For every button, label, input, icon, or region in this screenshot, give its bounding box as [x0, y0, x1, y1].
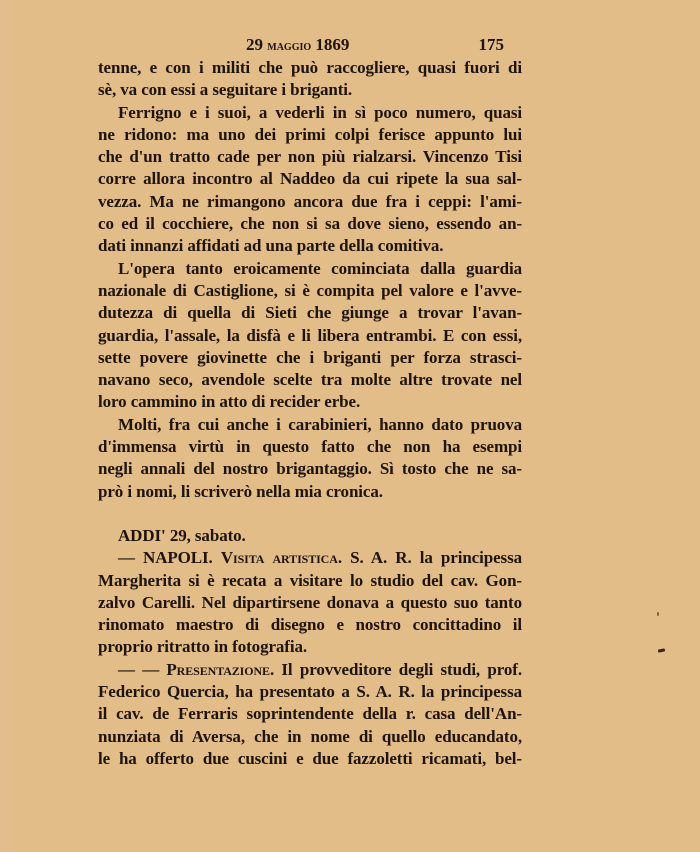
book-page	[98, 33, 522, 770]
scan-speck	[657, 612, 659, 616]
text-line	[98, 547, 522, 569]
text-line: loro cammino in atto di recider erbe.	[98, 392, 361, 412]
text-line: dutezza di quella di Sieti che giunge a trovar l'avan-	[98, 303, 522, 323]
text-line: rinomato maestro di disegno e nostro concittadino il	[98, 615, 522, 635]
text-line: zalvo Carelli. Nel dipartirsene donava a questo suo tanto	[98, 592, 522, 612]
header-date-year: 1869	[315, 35, 350, 54]
text-line	[98, 659, 522, 681]
text-line: ne ridono: ma uno dei primi colpi ferisce appunto lui	[98, 124, 522, 144]
paragraph	[98, 414, 522, 503]
text-line: il cav. de Ferraris soprintendente della r. casa dell'An-	[98, 704, 522, 724]
text-line: sette povere giovinette che i briganti per forza strasci-	[98, 347, 522, 367]
text-line: d'immensa virtù in questo fatto che non ha esempi	[98, 437, 522, 457]
text-line: prò i nomi, li scriverò nella mia cronica.	[98, 481, 383, 501]
page-left-edge	[0, 0, 14, 852]
text-line: Margherita si è recata a visitare lo studio del cav. Gon-	[98, 570, 522, 590]
text-line: dati innanzi affidati ad una parte della comitiva.	[98, 236, 444, 256]
paragraph	[98, 102, 522, 258]
text-line: nazionale di Castiglione, si è compita pel valore e l'avve-	[98, 280, 522, 300]
text-line: navano seco, avendole scelte tra molte altre trovate nel	[98, 370, 522, 390]
header-date	[246, 33, 349, 59]
section-gap	[98, 503, 522, 525]
text-line: nunziata di Aversa, che in nome di quello educandato,	[98, 726, 522, 746]
text-line: le ha offerto due cuscini e due fazzoletti ricamati, bel-	[98, 748, 522, 768]
item-title: Presentazione.	[166, 659, 275, 679]
text-line: Federico Quercia, ha presentato a S. A. R. la principessa	[98, 682, 522, 702]
scan-speck	[658, 648, 665, 652]
item-first-line-rest: S. A. R. la principessa	[341, 548, 522, 568]
text-line: guardia, l'assale, la disfà e li libera entrambi. E con essi,	[98, 325, 522, 345]
running-header	[98, 33, 522, 57]
page-number: 175	[478, 35, 504, 54]
paragraph	[98, 57, 522, 102]
header-date-day: 29	[246, 35, 263, 54]
text-line: negli annali del nostro brigantaggio. Sì tosto che ne sa-	[98, 459, 522, 479]
text-line: che d'un tratto cade per non più rialzarsi. Vincenzo Tisi	[98, 147, 522, 167]
text-line: sè, va con essi a seguitare i briganti.	[98, 80, 353, 100]
news-item-presentazione	[98, 659, 522, 770]
text-line: co ed il cocchiere, che non si sa dove sieno, essendo an-	[98, 214, 522, 234]
item-prefix: — —	[118, 659, 167, 679]
item-title: Visita artistica.	[220, 548, 342, 568]
item-first-line-rest: Il provveditore degli studi, prof.	[274, 659, 522, 679]
header-date-month: maggio	[267, 39, 312, 54]
diary-entry	[98, 525, 522, 770]
text-line: corre allora incontro al Naddeo da cui ripete la sua sal-	[98, 169, 522, 189]
item-prefix: — NAPOLI.	[118, 548, 221, 568]
text-line: L'opera tanto eroicamente cominciata dalla guardia	[118, 258, 522, 278]
entry-heading: ADDI' 29, sabato.	[118, 525, 246, 545]
paragraph	[98, 258, 522, 414]
news-item-visita-artistica	[98, 547, 522, 658]
text-line: proprio ritratto in fotografia.	[98, 637, 308, 657]
text-line: tenne, e con i militi che può raccogliere, quasi fuori di	[98, 58, 522, 77]
text-line: Molti, fra cui anche i carabinieri, hanno dato pruova	[118, 414, 522, 434]
text-line: Ferrigno e i suoi, a vederli in sì poco numero, quasi	[118, 102, 522, 122]
text-line: vezza. Ma ne rimangono ancora due fra i ceppi: l'ami-	[98, 191, 522, 211]
